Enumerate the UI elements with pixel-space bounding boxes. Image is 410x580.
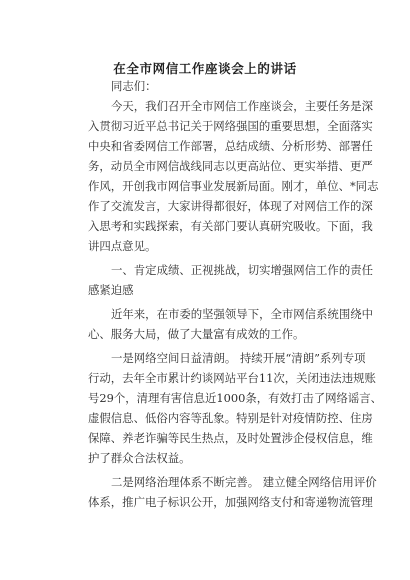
paragraph-line: 作风，开创我市网信事业发展新局面。刚才，单位、*同志 bbox=[88, 179, 379, 193]
section-heading: 感紧迫感 bbox=[88, 283, 134, 297]
paragraph-line: 护了群众合法权益。 bbox=[88, 451, 191, 465]
paragraph-line: 中央和省委网信工作部署，总结成绩、分析形势、部署任 bbox=[88, 139, 373, 153]
paragraph-line: 行动，去年全市累计约谈网站平台11次，关闭违法违规账 bbox=[88, 371, 376, 385]
paragraph-line: 讲四点意见。 bbox=[88, 239, 157, 253]
paragraph-line: 二是网络治理体系不断完善。 建立健全网络信用评价 bbox=[111, 475, 377, 489]
paragraph-line: 今天，我们召开全市网信工作座谈会，主要任务是深 bbox=[111, 99, 373, 113]
paragraph-line: 体系，推广电子标识公开，加强网络支付和寄递物流管理 bbox=[88, 495, 373, 509]
paragraph-line: 作了交流发言，大家讲得都很好，体现了对网信工作的深 bbox=[88, 199, 373, 213]
salutation: 同志们： bbox=[111, 79, 157, 93]
paragraph-line: 近年来，在市委的坚强领导下，全市网信系统围绕中 bbox=[111, 307, 373, 321]
paragraph-line: 入贯彻习近平总书记关于网络强国的重要思想，全面落实 bbox=[88, 119, 373, 133]
paragraph-line: 虚假信息、低俗内容等乱象。特别是针对疫情防控、住房 bbox=[88, 411, 373, 425]
paragraph-line: 入思考和实践探索，有关部门要认真研究吸收。下面，我 bbox=[88, 219, 373, 233]
paragraph-line: 务，动员全市网信战线同志以更高站位、更实举措、更严 bbox=[88, 159, 373, 173]
document-title: 在全市网信工作座谈会上的讲话 bbox=[113, 61, 297, 76]
paragraph-line: 心、服务大局，做了大量富有成效的工作。 bbox=[88, 327, 305, 341]
paragraph-line: 保障、养老诈骗等民生热点，及时处置涉企侵权信息，维 bbox=[88, 431, 373, 445]
paragraph-line: 一是网络空间日益清朗。 持续开展“清朗”系列专项 bbox=[111, 351, 366, 365]
section-heading: 一、肯定成绩、正视挑战，切实增强网信工作的责任 bbox=[111, 263, 373, 277]
paragraph-line: 号29个，清理有害信息近1000条，有效打击了网络谣言、 bbox=[88, 391, 383, 405]
